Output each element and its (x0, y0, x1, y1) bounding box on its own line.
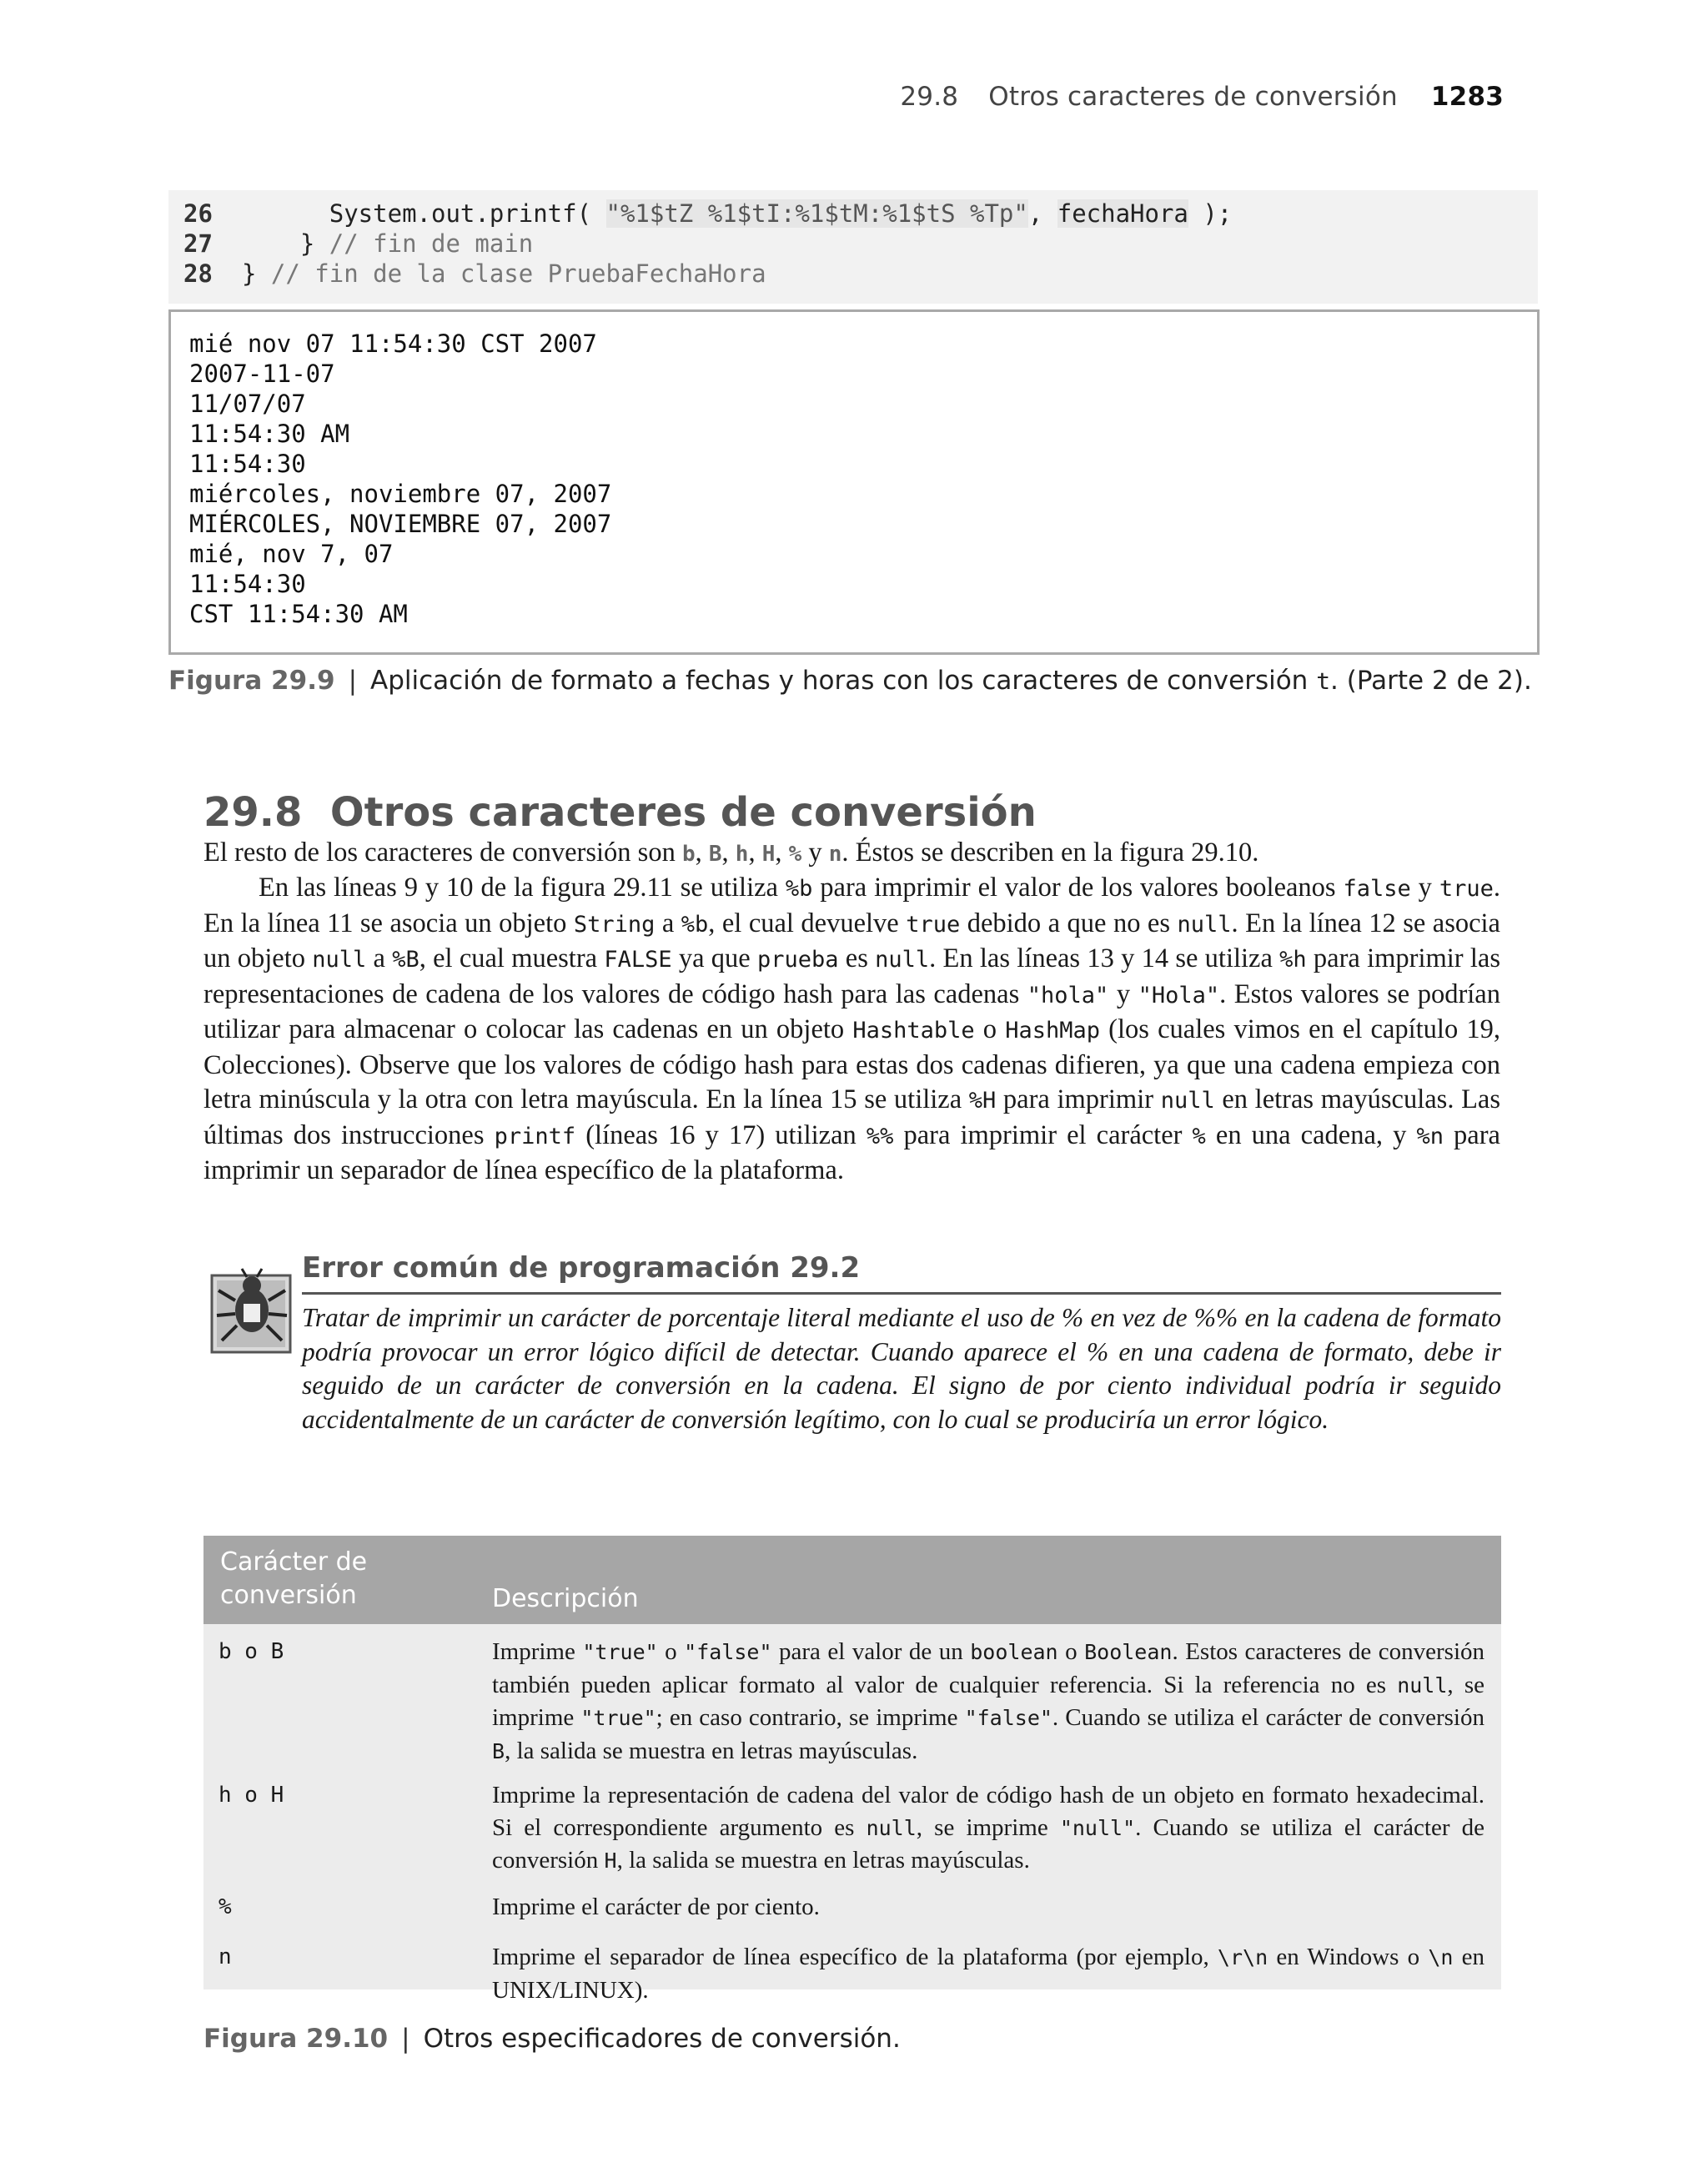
text: ya que (671, 943, 757, 973)
text: , (748, 837, 762, 868)
text: . Estos caracteres de conversión también pueden aplicar formato al valor de cualquier referencia. Si la referencia no es (492, 1638, 1485, 1698)
output-line: 11/07/07 (189, 390, 306, 418)
text: . En la línea 12 se asocia un objeto (203, 908, 1500, 973)
conversion-table (203, 1536, 1501, 2004)
code-text: } (242, 259, 271, 288)
inline-code: %n (1416, 1123, 1444, 1149)
output-line: 11:54:30 (189, 570, 306, 598)
inline-code: B (492, 1738, 505, 1763)
cell-conversion-char: n (219, 1944, 232, 1969)
text: para el valor de un (771, 1638, 971, 1665)
line-number: 27 (183, 229, 213, 258)
output-line: MIÉRCOLES, NOVIEMBRE 07, 2007 (189, 510, 612, 538)
text: , se imprime (492, 1671, 1484, 1731)
cell-conversion-char: % (219, 1894, 232, 1919)
caption-code: t (1316, 667, 1331, 695)
conversion-char: b (681, 842, 696, 867)
inline-code: null (1177, 911, 1232, 938)
conversion-char: B (708, 842, 722, 867)
text: . Estos valores se podrían utilizar para almacenar o colocar las cadenas en un objeto (203, 978, 1500, 1044)
text: para imprimir el valor de los valores booleanos (812, 873, 1344, 903)
inline-code: HashMap (1005, 1018, 1101, 1044)
caption-tail: . (Parte 2 de 2). (1330, 666, 1532, 696)
tip-text: Tratar de imprimir un carácter de porcentaje literal mediante el uso de % en vez de %% en la cadena de formato podría provocar un error lógico difícil de detectar. Cuando aparece el % en una cadena de formato, debe ir seguido de un carácter de conversión en la cadena. El signo de por ciento individual podría ir seguido accidentalmente de un carácter de conversión legítimo, con lo cual se produciría un error lógico. (302, 1303, 1501, 1434)
cell-description (492, 1941, 1484, 2006)
text: para imprimir un separador de línea específico de la plataforma. (203, 1119, 1500, 1185)
code-end: ); (1188, 199, 1233, 228)
inline-code: String (573, 911, 656, 938)
text: para imprimir las representaciones de cadena de los valores de código hash para las cadenas (203, 943, 1500, 1009)
inline-code: "false" (684, 1640, 772, 1664)
bug-icon (210, 1267, 292, 1354)
inline-code: %h (1279, 947, 1307, 973)
cell-description (492, 1779, 1484, 1878)
caption-separator: | (401, 2024, 410, 2054)
code-separator: , (1027, 199, 1057, 228)
header-section-title: Otros caracteres de conversión (988, 82, 1398, 112)
code-listing (168, 190, 1538, 304)
conversion-char: h (735, 842, 749, 867)
text: para imprimir (996, 1084, 1161, 1114)
text: , (721, 837, 736, 868)
code-argument: fechaHora (1057, 199, 1188, 228)
text: , la salida se muestra en letras mayúsculas. (505, 1737, 918, 1764)
program-output (168, 309, 1540, 655)
code-line (183, 229, 533, 259)
inline-code: "Hola" (1138, 982, 1220, 1009)
tip-divider (302, 1292, 1501, 1295)
inline-code: "null" (1059, 1815, 1136, 1840)
text: o (974, 1014, 1006, 1044)
code-line (183, 199, 1232, 229)
inline-code: "true" (582, 1640, 658, 1664)
text: Imprime (492, 1638, 583, 1665)
inline-code: H (604, 1849, 617, 1873)
inline-code: true (906, 911, 961, 938)
code-call: System.out.printf( (329, 199, 606, 228)
output-line: miércoles, noviembre 07, 2007 (189, 480, 612, 508)
text: y (1108, 978, 1138, 1009)
cell-description: Imprime el carácter de por ciento. (492, 1894, 820, 1920)
tip-title: Error común de programación 29.2 (302, 1251, 861, 1285)
figure-label: Figura 29.10 (203, 2024, 389, 2054)
code-line (183, 259, 766, 289)
text: en una cadena, y (1205, 1119, 1417, 1150)
text: . En la línea 11 se asocia un objeto (203, 873, 1500, 938)
table-body (203, 1624, 1501, 2004)
inline-code: FALSE (604, 947, 672, 973)
conversion-char: n (828, 842, 842, 867)
text: , la salida se muestra en letras mayúsculas. (616, 1847, 1030, 1874)
text: , (695, 837, 709, 868)
figure-caption (203, 2024, 901, 2054)
text: En las líneas 9 y 10 de la figura 29.11 se utiliza (259, 873, 786, 903)
inline-code: "false" (964, 1706, 1052, 1730)
code-indent (242, 199, 329, 228)
column-header-conversion-char: Carácter de conversión (220, 1547, 368, 1610)
section-title: Otros caracteres de conversión (329, 789, 1037, 836)
cell-description (492, 1636, 1484, 1768)
figure-caption (168, 666, 1532, 696)
paragraph (203, 836, 1500, 873)
caption-text: Aplicación de formato a fechas y horas con los caracteres de conversión (370, 666, 1309, 696)
text: para imprimir el carácter (893, 1119, 1193, 1150)
inline-code: %b (681, 911, 709, 938)
code-comment: // fin de main (329, 229, 534, 258)
cell-conversion-char: b o B (219, 1639, 284, 1664)
inline-code: boolean (970, 1640, 1058, 1664)
line-number: 26 (183, 199, 213, 228)
text: y (1410, 873, 1439, 903)
text: . En las líneas 13 y 14 se utiliza (929, 943, 1280, 973)
text: a (366, 943, 393, 973)
text: debido a que no es (960, 908, 1178, 938)
figure-label: Figura 29.9 (168, 666, 335, 696)
caption-text: Otros especificadores de conversión. (423, 2024, 901, 2054)
code-string: "%1$tZ %1$tI:%1$tM:%1$tS %Tp" (605, 199, 1028, 228)
inline-code: Hashtable (852, 1018, 975, 1044)
text: (líneas 16 y 17) utilizan (575, 1119, 867, 1150)
text: Imprime la representación de cadena del valor de código hash de un objeto en formato hexadecimal. Si el correspondiente argumento es (492, 1782, 1484, 1841)
inline-code: null (312, 947, 367, 973)
inline-code: null (1160, 1088, 1215, 1114)
conversion-char: % (788, 842, 802, 867)
text: (los cuales vimos en el capítulo 19, Colecciones). Observe que los valores de código hash para estas dos cadenas difieren, ya que una cadena empieza con letra minúscula y la otra con letra mayúscula. En la línea 15 se utiliza (203, 1014, 1500, 1114)
output-line: 11:54:30 AM (189, 420, 350, 448)
text: , el cual muestra (419, 943, 605, 973)
text: , (775, 837, 789, 868)
text: Imprime el separador de línea específico de la plataforma (por ejemplo, (492, 1944, 1218, 1970)
page-number: 1283 (1430, 82, 1504, 112)
text: o (1057, 1638, 1085, 1665)
cell-conversion-char: h o H (219, 1783, 284, 1808)
text: . Cuando se utiliza el carácter de conversión (492, 1813, 1484, 1874)
text: , se imprime (916, 1813, 1060, 1841)
inline-code: prueba (757, 947, 839, 973)
output-line: 11:54:30 (189, 450, 306, 478)
output-line: mié, nov 7, 07 (189, 540, 394, 568)
inline-code: \r\n (1217, 1945, 1268, 1969)
section-number: 29.8 (203, 789, 303, 836)
inline-code: null (1397, 1672, 1448, 1698)
table-header (203, 1536, 1501, 1624)
text: a (655, 908, 681, 938)
section-heading (203, 789, 1037, 836)
code-text: } (242, 229, 329, 258)
header-section-number: 29.8 (900, 82, 959, 112)
text: en Windows o (1268, 1944, 1429, 1970)
paragraph (203, 871, 1500, 1189)
inline-code: "hola" (1027, 982, 1109, 1009)
inline-code: %H (968, 1088, 997, 1114)
conversion-char: H (761, 842, 776, 867)
text: ; en caso contrario, se imprime (656, 1704, 965, 1731)
inline-code: %b (785, 876, 813, 902)
inline-code: \n (1428, 1945, 1454, 1969)
caption-separator: | (348, 666, 358, 696)
inline-code: Boolean (1084, 1640, 1173, 1664)
inline-code: printf (494, 1123, 576, 1149)
inline-code: null (866, 1815, 917, 1840)
inline-code: % (1192, 1123, 1206, 1149)
column-header-description: Descripción (492, 1584, 639, 1613)
output-line: mié nov 07 11:54:30 CST 2007 (189, 329, 597, 358)
text: . Éstos se describen en la figura 29.10. (841, 837, 1259, 868)
text: , el cual devuelve (708, 908, 907, 938)
inline-code: %% (866, 1123, 894, 1149)
text: o (657, 1638, 685, 1665)
inline-code: %B (392, 947, 419, 973)
code-comment: // fin de la clase PruebaFechaHora (270, 259, 766, 288)
output-line: 2007-11-07 (189, 360, 335, 388)
text: en UNIX/LINUX). (492, 1944, 1484, 2004)
text: y (801, 837, 829, 868)
inline-code: null (875, 947, 930, 973)
line-number: 28 (183, 259, 213, 288)
running-header (900, 82, 1504, 112)
output-line: CST 11:54:30 AM (189, 600, 408, 628)
inline-code: "true" (580, 1706, 656, 1730)
text: . Cuando se utiliza el carácter de conversión (1052, 1704, 1484, 1731)
text: en letras mayúsculas. Las últimas dos instrucciones (203, 1084, 1501, 1150)
text: El resto de los caracteres de conversión son (203, 837, 682, 868)
inline-code: false (1343, 876, 1411, 902)
text: es (838, 943, 876, 973)
inline-code: true (1439, 876, 1494, 902)
